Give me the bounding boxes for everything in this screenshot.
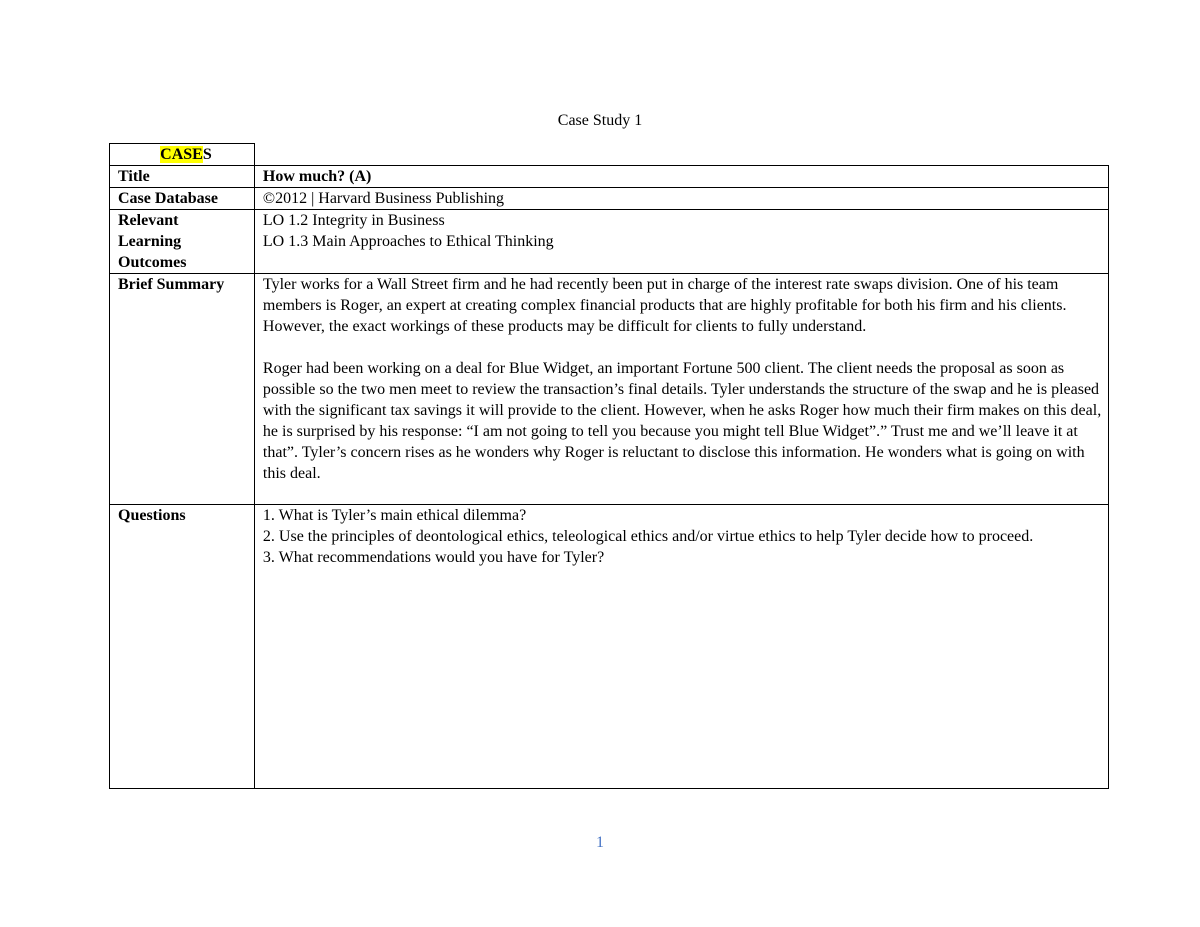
question-item: 3. What recommendations would you have for Tyler? <box>262 549 605 566</box>
table-row-outcomes <box>110 210 1109 274</box>
title-label: Title <box>110 166 255 188</box>
outcomes-value <box>254 210 1108 274</box>
database-label: Case Database <box>110 188 255 210</box>
table-row-summary <box>110 274 1109 505</box>
table-row-cases <box>110 144 1109 166</box>
question-item: 1. What is Tyler’s main ethical dilemma? <box>262 507 527 524</box>
outcomes-label <box>110 210 255 274</box>
cases-heading <box>110 144 255 166</box>
outcomes-label-line1: Relevant <box>118 212 179 229</box>
summary-paragraph-2: Roger had been working on a deal for Blue Widget, an important Fortune 500 client. The client needs the proposal as soon as possible so the two men meet to review the transaction’s final details. Tyler understands the structure of the swap and he is pleased with the significant tax savings it will provide to the client. However, when he asks Roger how much their firm makes on this deal, he is surprised by his response: “I am not going to tell you because you might tell Blue Widget”.” Trust me and we’ll leave it at that”. Tyler’s concern rises as he wonders why Roger is reluctant to disclose this information. He wonders what is going on with this deal. <box>262 360 1102 482</box>
summary-label: Brief Summary <box>110 274 255 505</box>
cases-empty-cell <box>254 144 1108 166</box>
outcomes-label-line2: Learning <box>118 233 182 250</box>
questions-label: Questions <box>110 505 255 789</box>
table-row-title <box>110 166 1109 188</box>
question-item: 2. Use the principles of deontological ethics, teleological ethics and/or virtue ethics to help Tyler decide how to proceed. <box>262 528 1034 545</box>
questions-value <box>254 505 1108 789</box>
page-title: Case Study 1 <box>557 112 643 129</box>
summary-paragraph-1: Tyler works for a Wall Street firm and he had recently been put in charge of the interest rate swaps division. One of his team members is Roger, an expert at creating complex financial products that are highly profitable for both his firm and his clients. However, the exact workings of these products may be difficult for clients to fully understand. <box>262 276 1067 335</box>
database-value: ©2012 | Harvard Business Publishing <box>254 188 1108 210</box>
title-value: How much? (A) <box>254 166 1108 188</box>
page-number: 1 <box>596 834 604 851</box>
outcome-item: LO 1.3 Main Approaches to Ethical Thinking <box>262 233 554 250</box>
cases-heading-highlight: CASE <box>160 146 203 163</box>
cases-heading-rest: S <box>202 146 212 163</box>
table-row-questions <box>110 505 1109 789</box>
outcomes-label-line3: Outcomes <box>118 254 187 271</box>
summary-value <box>254 274 1108 505</box>
case-table <box>109 143 1109 789</box>
outcome-item: LO 1.2 Integrity in Business <box>262 212 445 229</box>
table-row-database <box>110 188 1109 210</box>
